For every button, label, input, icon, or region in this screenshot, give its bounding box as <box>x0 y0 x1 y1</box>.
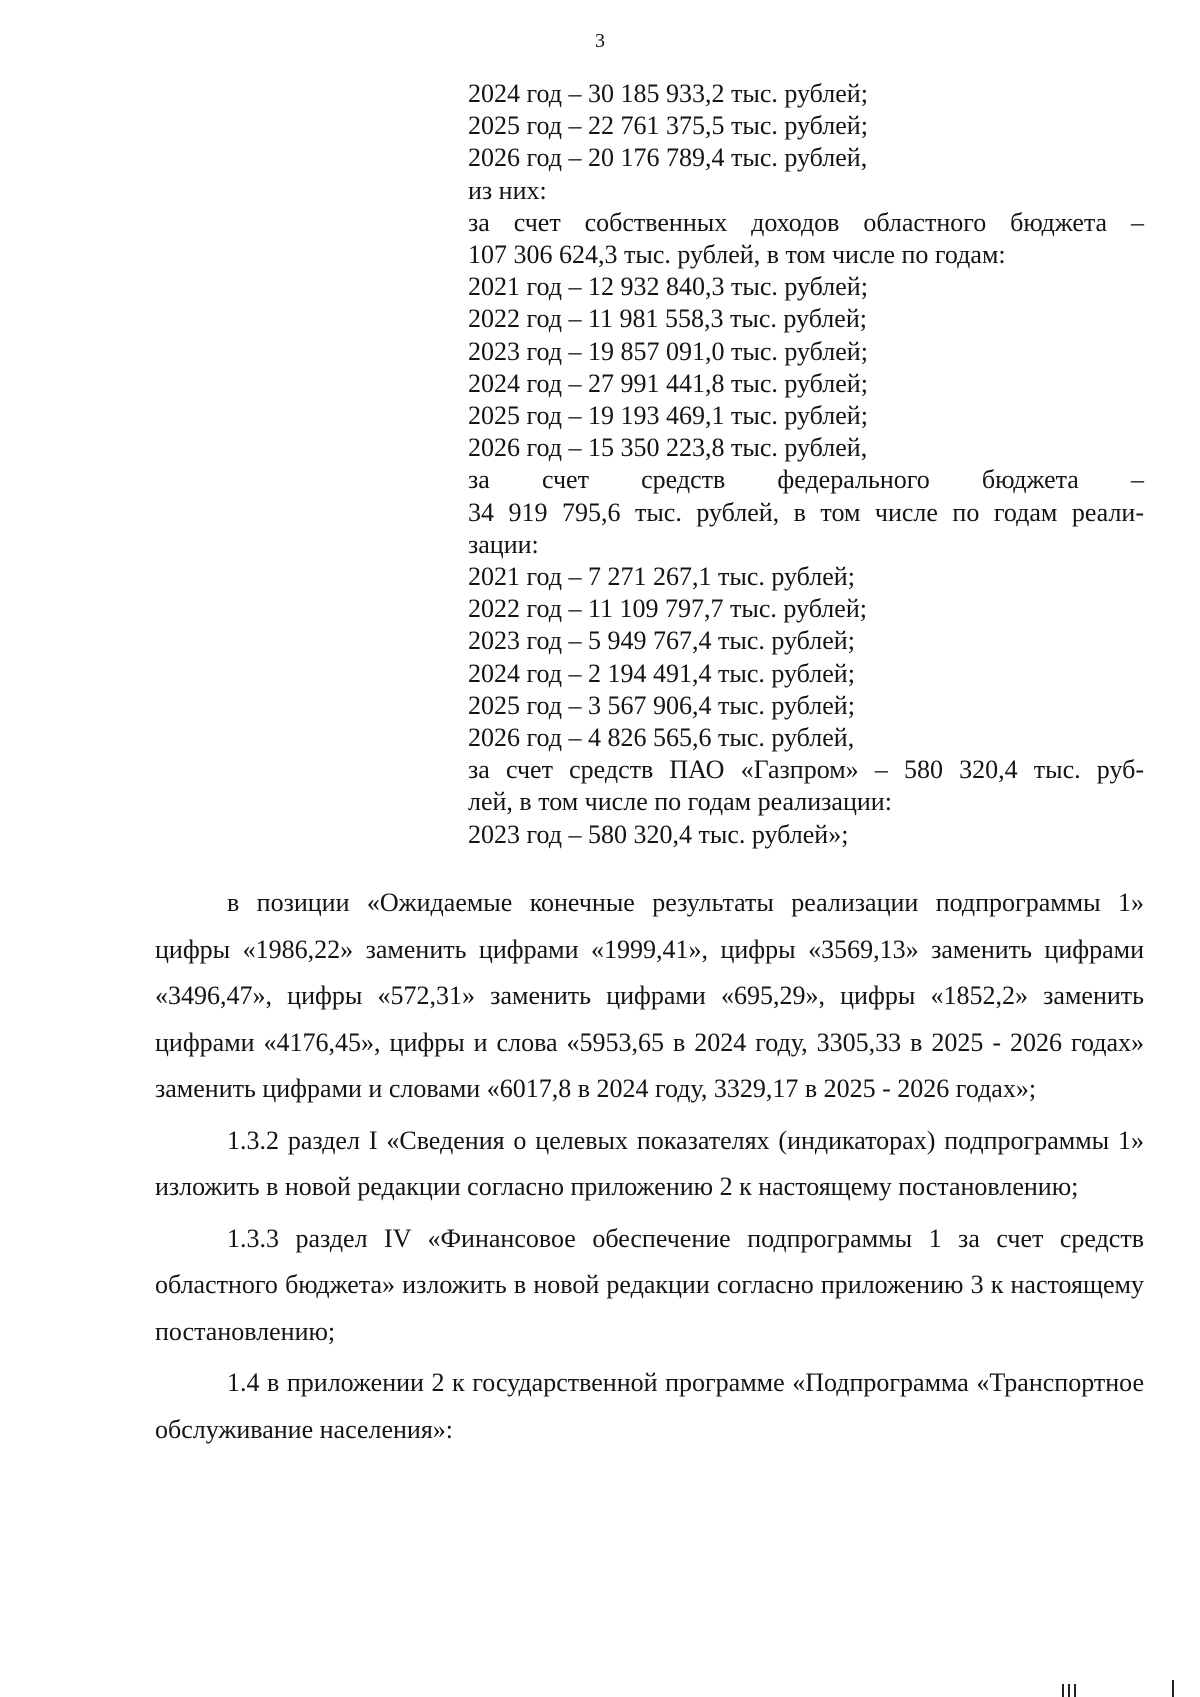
funding-line: лей, в том числе по годам реализации: <box>468 787 892 817</box>
funding-line: 2025 год – 3 567 906,4 тыс. рублей; <box>468 690 855 720</box>
scan-mark <box>1172 1680 1174 1697</box>
funding-line: за счет собственных доходов областного бюджета – <box>468 207 1144 237</box>
funding-list <box>468 78 1144 851</box>
funding-line: за счет средств ПАО «Газпром» – 580 320,4 тыс. руб- <box>468 755 1144 785</box>
body-text <box>155 880 1144 1453</box>
paragraph-1-4: 1.4 в приложении 2 к государственной программе «Подпрограмма «Транспортное обслуживание населения»: <box>155 1368 1144 1444</box>
funding-line: зации: <box>468 529 539 559</box>
funding-line: 2025 год – 22 761 375,5 тыс. рублей; <box>468 111 868 141</box>
paragraph-1-3-2: 1.3.2 раздел I «Сведения о целевых показателях (индикаторах) подпрограммы 1» изложить в новой редакции согласно приложению 2 к настоящему постановлению; <box>155 1125 1144 1201</box>
funding-line: 2024 год – 27 991 441,8 тыс. рублей; <box>468 368 868 398</box>
funding-line: 2023 год – 5 949 767,4 тыс. рублей; <box>468 626 855 656</box>
scan-mark <box>1074 1684 1076 1697</box>
scan-mark <box>1062 1684 1064 1697</box>
funding-line: за счет средств федерального бюджета – <box>468 465 1144 495</box>
funding-line: 2026 год – 15 350 223,8 тыс. рублей, <box>468 433 868 463</box>
funding-line: 2021 год – 7 271 267,1 тыс. рублей; <box>468 562 855 592</box>
page-number: 3 <box>595 30 605 52</box>
funding-line: 2026 год – 4 826 565,6 тыс. рублей, <box>468 723 855 753</box>
funding-line: 2025 год – 19 193 469,1 тыс. рублей; <box>468 401 868 431</box>
funding-line: 34 919 795,6 тыс. рублей, в том числе по годам реали- <box>468 497 1144 527</box>
funding-line: 2022 год – 11 109 797,7 тыс. рублей; <box>468 594 867 624</box>
funding-line: 2021 год – 12 932 840,3 тыс. рублей; <box>468 272 868 302</box>
funding-line: 2024 год – 30 185 933,2 тыс. рублей; <box>468 79 868 108</box>
funding-line: 2023 год – 19 857 091,0 тыс. рублей; <box>468 336 868 366</box>
funding-line: 2023 год – 580 320,4 тыс. рублей»; <box>468 819 849 849</box>
funding-line: из них: <box>468 175 547 205</box>
funding-line: 2022 год – 11 981 558,3 тыс. рублей; <box>468 304 867 334</box>
scan-mark <box>1068 1684 1070 1697</box>
funding-line: 2024 год – 2 194 491,4 тыс. рублей; <box>468 658 855 688</box>
funding-line: 107 306 624,3 тыс. рублей, в том числе по годам: <box>468 240 1006 270</box>
paragraph-results: в позиции «Ожидаемые конечные результаты реализации подпрограммы 1» цифры «1986,22» заменить цифрами «1999,41», цифры «3569,13» заменить цифрами «3496,47», цифры «572,31» заменить цифрами «695,29», цифры «1852,2» заменить цифрами «4176,45», цифры и слова «5953,65 в 2024 году, 3305,33 в 2025 - 2026 годах» заменить цифрами и словами «6017,8 в 2024 году, 3329,17 в 2025 - 2026 годах»; <box>155 888 1144 1103</box>
paragraph-1-3-3: 1.3.3 раздел IV «Финансовое обеспечение подпрограммы 1 за счет средств областного бюджета» изложить в новой редакции согласно приложению 3 к настоящему постановлению; <box>155 1223 1144 1346</box>
funding-line: 2026 год – 20 176 789,4 тыс. рублей, <box>468 143 868 173</box>
